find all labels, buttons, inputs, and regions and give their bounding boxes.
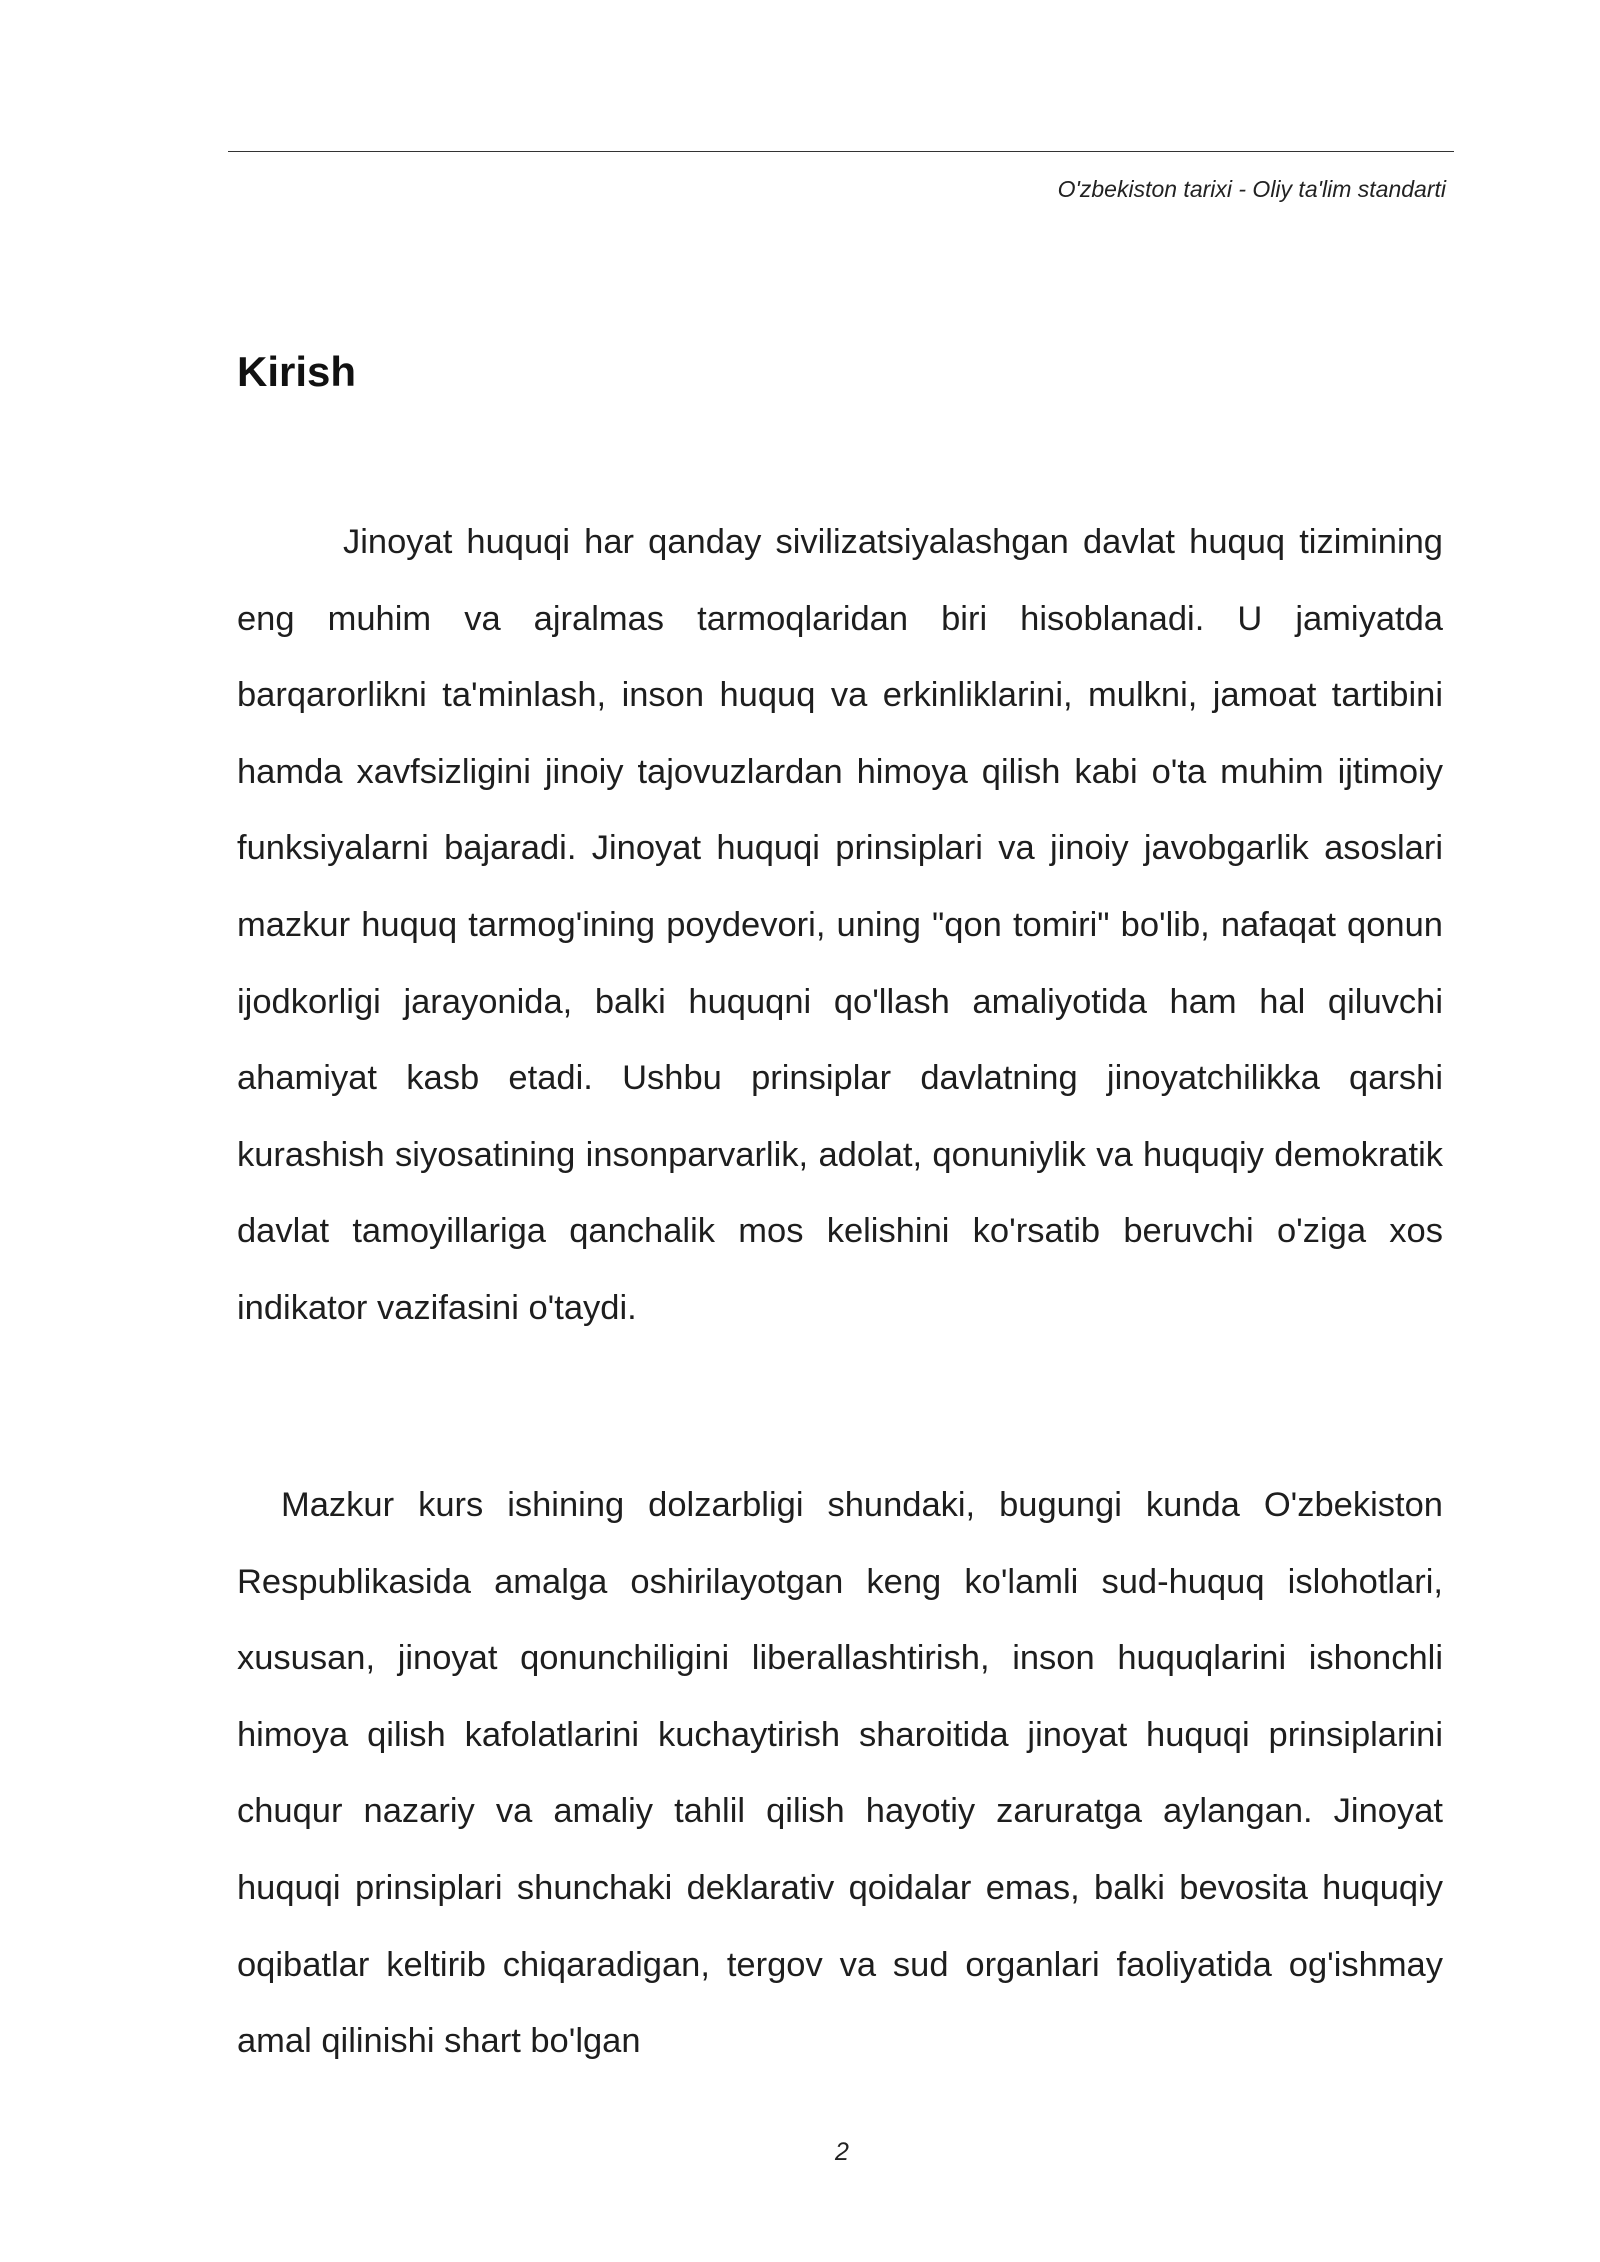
running-header: O'zbekiston tarixi - Oliy ta'lim standarti [1057,176,1446,202]
page-number: 2 [835,2138,849,2166]
header-rule [228,151,1454,152]
body-paragraph: Jinoyat huquqi har qanday sivilizatsiyalashgan davlat huquq tizimining eng muhim va ajralmas tarmoqlaridan biri hisoblanadi. U jamiyatda barqarorlikni ta'minlash, inson huquq va erkinliklarini, mulkni, jamoat tartibini hamda xavfsizligini jinoiy tajovuzlardan himoya qilish kabi o'ta muhim ijtimoiy funksiyalarni bajaradi. Jinoyat huquqi prinsiplari va jinoiy javobgarlik asoslari mazkur huquq tarmog'ining poydevori, uning "qon tomiri" bo'lib, nafaqat qonun ijodkorligi jarayonida, balki huquqni qo'llash amaliyotida ham hal qiluvchi ahamiyat kasb etadi. Ushbu prinsiplar davlatning jinoyatchilikka qarshi kurashish siyosatining insonparvarlik, adolat, qonuniylik va huquqiy demokratik davlat tamoyillariga qanchalik mos kelishini ko'rsatib beruvchi o'ziga xos indikator vazifasini o'taydi. [237,523,1443,1327]
section-title: Kirish [237,348,357,395]
body-paragraph: Mazkur kurs ishining dolzarbligi shundaki, bugungi kunda O'zbekiston Respublikasida amalga oshirilayotgan keng ko'lamli sud-huquq islohotlari, xususan, jinoyat qonunchiligini liberallashtirish, inson huquqlarini ishonchli himoya qilish kafolatlarini kuchaytirish sharoitida jinoyat huquqi prinsiplarini chuqur nazariy va amaliy tahlil qilish hayotiy zaruratga aylangan. Jinoyat huquqi prinsiplari shunchaki deklarativ qoidalar emas, balki bevosita huquqiy oqibatlar keltirib chiqaradigan, tergov va sud organlari faoliyatida og'ishmay amal qilinishi shart bo'lgan [237,1486,1443,2061]
